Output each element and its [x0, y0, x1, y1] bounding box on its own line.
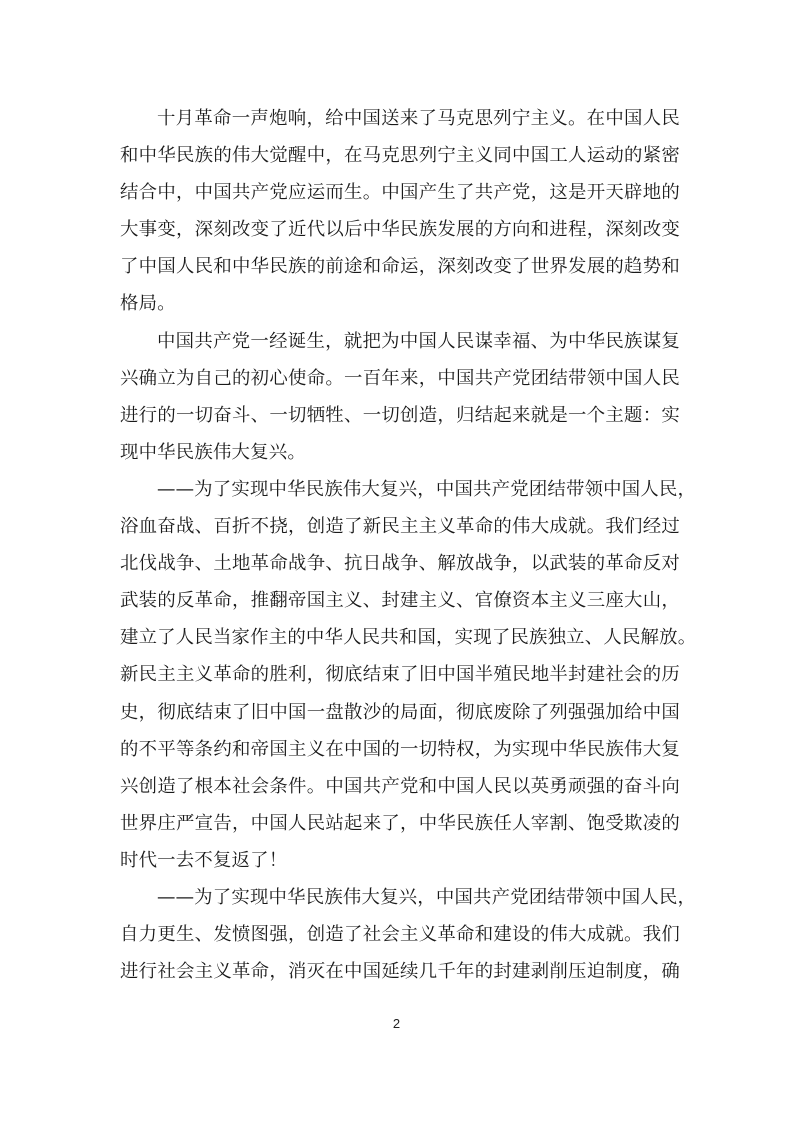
- paragraph-line: 建立了人民当家作主的中华人民共和国，实现了民族独立、人民解放。: [120, 627, 697, 649]
- paragraph-line: 进行的一切奋斗、一切牺牲、一切创造，归结起来就是一个主题：实: [120, 404, 680, 426]
- paragraph-line: 格局。: [120, 293, 176, 315]
- paragraph-line: 结合中，中国共产党应运而生。中国产生了共产党，这是开天辟地的: [120, 182, 680, 204]
- paragraph-line: 世界庄严宣告，中国人民站起来了，中华民族任人宰割、饱受欺凌的: [120, 812, 680, 834]
- paragraph-line: 大事变，深刻改变了近代以后中华民族发展的方向和进程，深刻改变: [120, 219, 680, 241]
- paragraph-line: 了中国人民和中华民族的前途和命运，深刻改变了世界发展的趋势和: [120, 256, 680, 278]
- paragraph-line: 自力更生、发愤图强，创造了社会主义革命和建设的伟大成就。我们: [120, 924, 680, 946]
- paragraph-line: 的不平等条约和帝国主义在中国的一切特权，为实现中华民族伟大复: [120, 738, 680, 760]
- paragraph-line: 和中华民族的伟大觉醒中，在马克思列宁主义同中国工人运动的紧密: [120, 145, 680, 167]
- page-number: 2: [392, 1016, 401, 1031]
- paragraph-line: 新民主主义革命的胜利，彻底结束了旧中国半殖民地半封建社会的历: [120, 664, 680, 686]
- paragraph-line: ——为了实现中华民族伟大复兴，中国共产党团结带领中国人民，: [157, 886, 697, 908]
- paragraph-line: 兴确立为自己的初心使命。一百年来，中国共产党团结带领中国人民: [120, 367, 680, 389]
- paragraph-line: ——为了实现中华民族伟大复兴，中国共产党团结带领中国人民，: [157, 478, 697, 500]
- paragraph-line: 北伐战争、土地革命战争、抗日战争、解放战争，以武装的革命反对: [120, 553, 680, 575]
- paragraph-line: 现中华民族伟大复兴。: [120, 441, 306, 463]
- paragraph-line: 兴创造了根本社会条件。中国共产党和中国人民以英勇顽强的奋斗向: [120, 775, 680, 797]
- body-text: [120, 100, 697, 990]
- paragraph-line: 史，彻底结束了旧中国一盘散沙的局面，彻底废除了列强强加给中国: [120, 701, 680, 723]
- paragraph-line: 时代一去不复返了！: [120, 849, 288, 871]
- paragraph-line: 浴血奋战、百折不挠，创造了新民主主义革命的伟大成就。我们经过: [120, 516, 680, 538]
- paragraph-line: 进行社会主义革命，消灭在中国延续几千年的封建剥削压迫制度，确: [120, 961, 680, 983]
- paragraph-line: 十月革命一声炮响，给中国送来了马克思列宁主义。在中国人民: [157, 108, 680, 129]
- paragraph-line: 武装的反革命，推翻帝国主义、封建主义、官僚资本主义三座大山，: [120, 590, 680, 612]
- paragraph-line: 中国共产党一经诞生，就把为中国人民谋幸福、为中华民族谋复: [157, 330, 680, 352]
